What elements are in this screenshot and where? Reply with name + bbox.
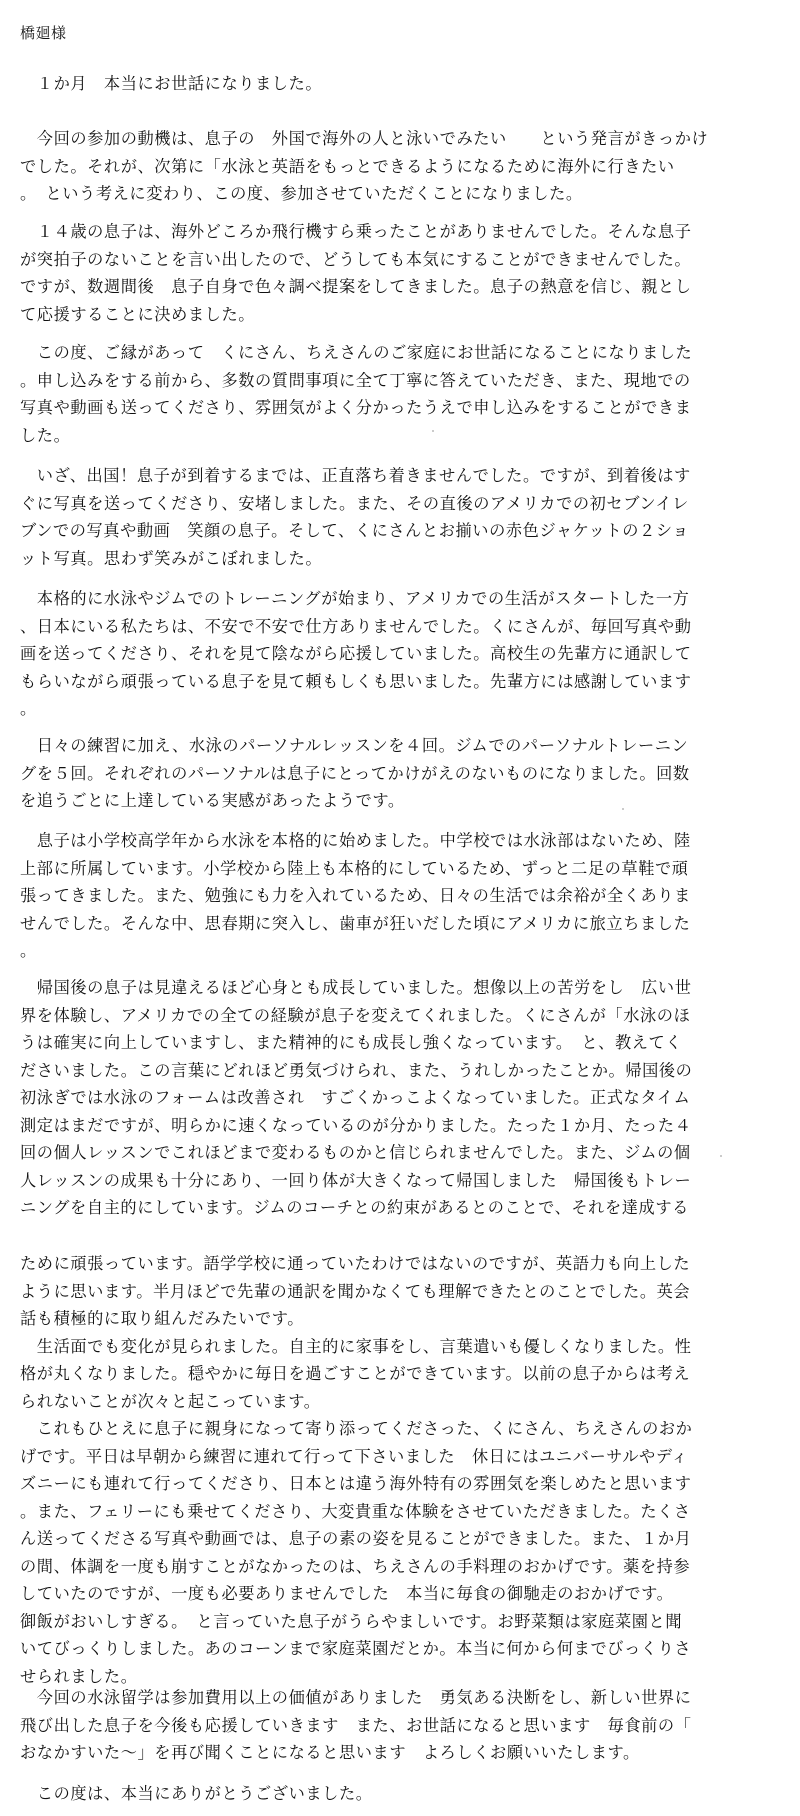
text-line: していたのですが、一度も必要ありませんでした 本当に毎食の御馳走のおかげです。 (20, 1584, 674, 1603)
text-line: 上部に所属しています。小学校から陸上も本格的にしているため、ずっと二足の草鞋で頑 (20, 858, 689, 878)
text-line: 今回の水泳留学は参加費用以上の価値がありました 勇気ある決断をし、新しい世界に (20, 1688, 692, 1707)
text-line: の間、体調を一度も崩すことがなかったのは、ちえさんの手料理のおかげです。薬を持参 (20, 1556, 691, 1576)
text-line: 。 (20, 699, 37, 718)
text-line: を追うごとに上達している実感があったようです。 (20, 791, 405, 810)
text-line: が突拍子のないことを言い出したので、どうしても本気にすることができませんでした。 (20, 249, 692, 269)
paragraph-2 (20, 125, 782, 208)
paragraph-9 (20, 974, 782, 1222)
text-line: 帰国後の息子は見違えるほど心身とも成長していました。想像以上の苦労をし 広い世 (20, 978, 692, 997)
text-line: した。 (20, 425, 71, 445)
text-line: 。また、フェリーにも乗せてくださり、大変貴重な体験をさせていただきました。たくさ (20, 1501, 691, 1521)
text-line: この度は、本当にありがとうございました。 (20, 1784, 373, 1803)
text-line: ット写真。思わず笑みがこぼれました。 (20, 548, 323, 568)
text-line: 御飯がおいしすぎる。 と言っていた息子がうらやましいです。お野菜類は家庭菜園と聞 (20, 1611, 683, 1631)
text-line: げです。平日は早朝から練習に連れて行って下さいました 休日にはユニバーサルやディ (20, 1446, 689, 1466)
text-line: られないことが次々と起こっています。 (20, 1391, 321, 1411)
text-line: でした。それが、次第に「水泳と英語をもっとできるようになるために海外に行きたい (20, 156, 675, 176)
text-line: １か月 本当にお世話になりました。 (20, 74, 323, 93)
text-line: この度、ご縁があって くにさん、ちえさんのご家庭にお世話になることになりました (20, 343, 693, 362)
text-line: 。 (20, 941, 37, 960)
text-line: 画を送ってくださり、それを見て陰ながら応援していました。高校生の先輩方に通訳して (20, 644, 692, 663)
paragraph-8 (20, 827, 782, 965)
text-line: いてびっくりしました。あのコーンまで家庭菜園だとか。本当に何から何までびっくりさ (20, 1639, 692, 1658)
text-line: ズニーにも連れて行ってくださり、日本とは違う海外特有の雰囲気を楽しめたと思います (20, 1474, 692, 1493)
salutation (20, 20, 782, 48)
paragraph-7 (20, 732, 782, 815)
text-line: グを５回。それぞれのパーソナルは息子にとってかけがえのないものになりました。回数 (20, 763, 690, 783)
text-line: ぐに写真を送ってくださり、安堵しました。また、その直後のアメリカでの初セブンイレ (20, 493, 689, 513)
text-line: 。申し込みをする前から、多数の質問事項に全て丁寧に答えていただき、また、現地での (20, 370, 691, 390)
text-line: て応援することに決めました。 (20, 304, 256, 324)
paragraph-11 (20, 1684, 782, 1767)
text-line: 。 という考えに変わり、この度、参加させていただくことになりました。 (20, 184, 583, 203)
scan-speck (622, 808, 624, 810)
text-line: 初泳ぎでは水泳のフォームは改善され すごくかっこよくなっていました。正式なタイム (20, 1088, 691, 1107)
text-line: 話も積極的に取り組んだみたいです。 (20, 1309, 305, 1328)
text-line: もらいながら頑張っている息子を見て頼もしくも思いました。先輩方には感謝しています (20, 671, 692, 691)
text-line: 本格的に水泳やジムでのトレーニングが始まり、アメリカでの生活がスタートした一方 (20, 589, 690, 608)
text-line: 界を体験し、アメリカでの全ての経験が息子を変えてくれました。くにさんが「水泳のほ (20, 1005, 691, 1025)
text-line: おなかすいた～」を再び聞くことになると思います よろしくお願いいたします。 (20, 1743, 640, 1762)
text-line: 、日本にいる私たちは、不安で不安で仕方ありませんでした。くにさんが、毎回写真や動 (20, 616, 692, 636)
text-line: 今回の参加の動機は、息子の 外国で海外の人と泳いでみたい という発言がきっかけ (20, 129, 709, 148)
text-line: せられました。 (20, 1666, 138, 1686)
text-line: 格が丸くなりました。穏やかに毎日を過ごすことができています。以前の息子からは考え (20, 1364, 691, 1383)
scan-speck (432, 430, 434, 432)
text-line: 回の個人レッスンでこれほどまで変わるものかと信じられませんでした。また、ジムの個 (20, 1143, 691, 1162)
text-line: いざ、出国！息子が到着するまでは、正直落ち着きませんでした。ですが、到着後はす (20, 466, 691, 485)
paragraph-5 (20, 462, 782, 572)
text-line: これもひとえに息子に親身になって寄り添ってくださった、くにさん、ちえさんのおか (20, 1419, 693, 1438)
text-line: １４歳の息子は、海外どころか飛行機すら乗ったことがありませんでした。そんな息子 (20, 222, 692, 241)
text-line: ように思います。半月ほどで先輩の通訳を聞かなくても理解できたとのことでした。英会 (20, 1281, 691, 1301)
text-line: うは確実に向上していますし、また精神的にも成長し強くなっています。 と、教えてく (20, 1033, 683, 1052)
text-line: ん送ってくださる写真や動画では、息子の素の姿を見ることができました。また、１か月 (20, 1529, 692, 1548)
paragraph-12 (20, 1780, 782, 1808)
paragraph-3 (20, 218, 782, 328)
salutation-text: 橋廻様 (20, 24, 67, 42)
text-line: ために頑張っています。語学学校に通っていたわけではないのですが、英語力も向上した (20, 1254, 691, 1273)
paragraph-1 (20, 70, 782, 98)
paragraph-10 (20, 1250, 782, 1690)
text-line: ブンでの写真や動画 笑顔の息子。そして、くにさんとお揃いの赤色ジャケットの２ショ (20, 521, 690, 540)
text-line: 測定はまだですが、明らかに速くなっているのが分かりました。たった１か月、たった４ (20, 1115, 692, 1135)
paragraph-6 (20, 585, 782, 723)
text-line: ださいました。この言葉にどれほど勇気づけられ、また、うれしかったことか。帰国後の (20, 1060, 693, 1080)
text-line: 息子は小学校高学年から水泳を本格的に始めました。中学校では水泳部はないため、陸 (20, 831, 691, 850)
scan-speck (720, 1155, 722, 1157)
text-line: 日々の練習に加え、水泳のパーソナルレッスンを４回。ジムでのパーソナルトレーニン (20, 736, 689, 755)
text-line: 写真や動画も送ってくださり、雰囲気がよく分かったうえで申し込みをすることができま (20, 398, 692, 417)
text-line: 張ってきました。また、勉強にも力を入れているため、日々の生活では余裕が全くありま (20, 886, 691, 905)
text-line: 生活面でも変化が見られました。自主的に家事をし、言葉遣いも優しくなりました。性 (20, 1336, 692, 1356)
text-line: 人レッスンの成果も十分にあり、一回り体が大きくなって帰国しました 帰国後もトレー (20, 1170, 692, 1190)
text-line: 飛び出した息子を今後も応援していきます また、お世話になると思います 毎食前の「 (20, 1715, 692, 1735)
text-line: せんでした。そんな中、思春期に突入し、歯車が狂いだした頃にアメリカに旅立ちました (20, 913, 691, 933)
text-line: ですが、数週間後 息子自身で色々調べ提案をしてきました。息子の熱意を信じ、親とし (20, 277, 692, 296)
text-line: ニングを自主的にしています。ジムのコーチとの約束があるとのことで、それを達成する (20, 1198, 689, 1217)
paragraph-4 (20, 339, 782, 449)
